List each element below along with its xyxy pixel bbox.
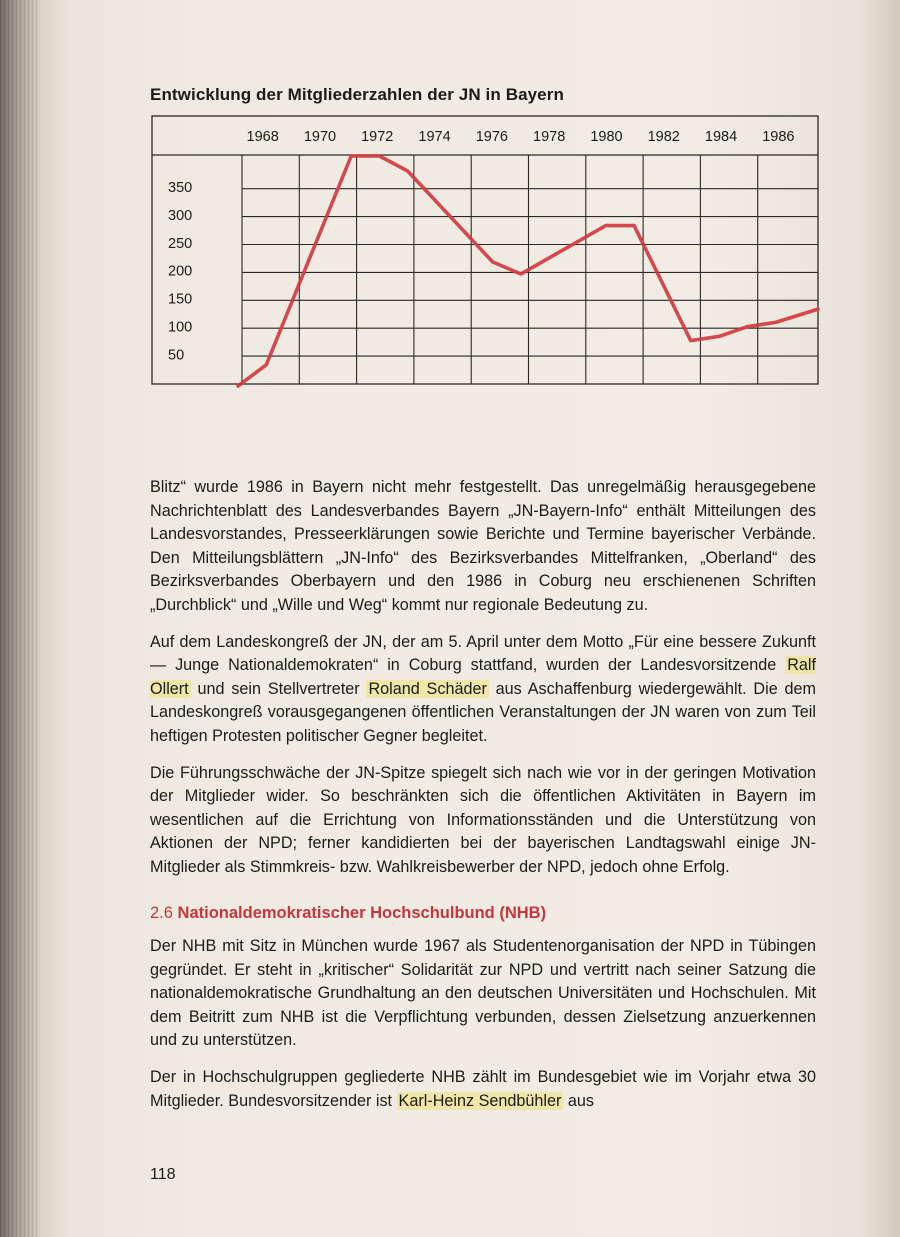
chart-frame — [152, 116, 818, 384]
y-tick-label: 250 — [168, 235, 193, 252]
text-run: aus — [563, 1091, 595, 1110]
membership-line-chart — [0, 0, 900, 470]
text-run: Auf dem Landeskongreß der JN, der am 5. April unter dem Motto „Für eine bessere Zukunft — Junge Nationaldemokraten“ in Coburg stattfand, wurden der Landesvorsitzende — [150, 632, 816, 675]
body-text — [150, 476, 816, 1126]
section-title: Nationaldemokratischer Hochschulbund (NHB) — [177, 903, 547, 922]
x-tick-label: 1984 — [704, 129, 738, 145]
y-tick-label: 200 — [168, 263, 193, 280]
y-tick-label: 100 — [168, 319, 193, 336]
page-number: 118 — [150, 1166, 176, 1183]
chart-title: Entwicklung der Mitgliederzahlen der JN in Bayern — [150, 85, 564, 104]
paragraph — [150, 1066, 816, 1113]
section-number: 2.6 — [150, 903, 173, 922]
section-heading — [150, 902, 816, 926]
text-run: und sein Stellvertreter — [190, 679, 367, 698]
x-tick-label: 1982 — [647, 129, 680, 145]
x-tick-label: 1980 — [590, 129, 623, 145]
x-tick-label: 1970 — [303, 129, 337, 145]
highlighted-name: Roland Schäder — [368, 679, 487, 698]
paragraph: Blitz“ wurde 1986 in Bayern nicht mehr festgestellt. Das unregelmäßig herausgegebene Nachrichtenblatt des Landesverbandes Bayern „JN-Bayern-Info“ enthält Mitteilungen des Landesvorstandes, Presseerklärungen sowie Berichte und Termine bayerischer Verbände. Den Mitteilungsblättern „JN-Info“ des Bezirksverbandes Mittelfranken, „Oberland“ des Bezirksverbandes Oberbayern und den 1986 in Coburg neu erschienenen Schriften „Durchblick“ und „Wille und Weg“ kommt nur regionale Bedeutung zu. — [150, 478, 816, 614]
highlighted-name: Ralf Ollert — [150, 656, 816, 698]
y-tick-label: 300 — [168, 207, 193, 224]
x-tick-label: 1968 — [246, 129, 279, 145]
text-run: Der in Hochschulgruppen gegliederte NHB zählt im Bundesgebiet wie im Vorjahr etwa 30 Mitglieder. Bundesvorsitzender ist — [150, 1068, 816, 1110]
paragraph: Die Führungsschwäche der JN-Spitze spiegelt sich nach wie vor in der geringen Motivation der Mitglieder wider. So beschränkten sich die öffentlichen Aktivitäten in Bayern im wesentlichen auf die Errichtung von Informationsständen und die Unterstützung von Aktionen der NPD; ferner kandidierten bei der bayerischen Landtagswahl einige JN-Mitglieder als Stimmkreis- bzw. Wahlkreisbewerber der NPD, jedoch ohne Erfolg. — [150, 763, 816, 876]
paragraph — [150, 631, 816, 749]
y-tick-label: 350 — [168, 180, 193, 196]
paragraph: Der NHB mit Sitz in München wurde 1967 als Studentenorganisation der NPD in Tübingen gegründet. Er steht in „kritischer“ Solidarität zur NPD und vertritt nach seiner Satzung die nationaldemokratische Grundhaltung an den deutschen Universitäten und Hochschulen. Mit dem Beitritt zum NHB ist die Verpflichtung verbunden, dessen Zielsetzung anzuerkennen und zu unterstützen. — [150, 937, 816, 1050]
y-tick-label: 50 — [168, 347, 185, 364]
x-tick-label: 1978 — [533, 129, 566, 145]
highlighted-name: Karl-Heinz Sendbühler — [398, 1091, 562, 1110]
text-run: aus Aschaffenburg wiedergewählt. Die dem Landeskongreß vorausgegangenen öffentlichen Veranstaltungen der JN waren von zum Teil heftigen Protesten politischer Gegner begleitet. — [150, 679, 817, 745]
x-tick-label: 1986 — [762, 129, 795, 145]
x-tick-label: 1972 — [361, 129, 394, 145]
x-tick-label: 1974 — [418, 129, 451, 145]
y-tick-label: 150 — [168, 291, 193, 308]
x-tick-label: 1976 — [475, 129, 508, 145]
